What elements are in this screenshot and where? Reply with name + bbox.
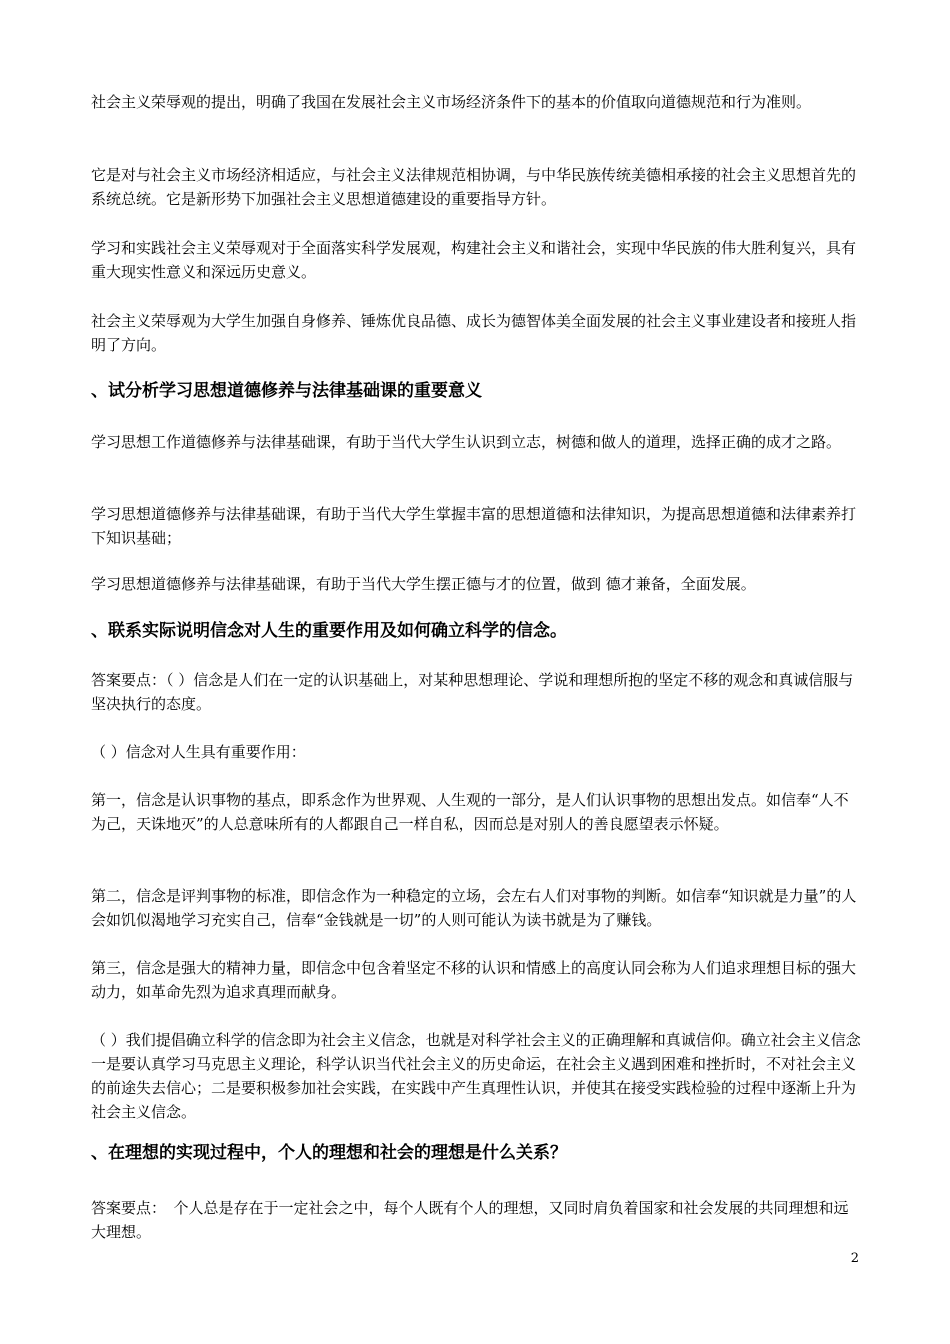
answer-paragraph: 第二，信念是评判事物的标准，即信念作为一种稳定的立场，会左右人们对事物的判断。如信奉“知识就是力量”的人会如饥似渴地学习充实自己，信奉“金钱就是一切”的人则可能认为读书就是为了赚钱。 (91, 887, 857, 929)
section-heading: 、试分析学习思想道德修养与法律基础课的重要意义 (91, 381, 482, 401)
section-heading: 、在理想的实现过程中，个人的理想和社会的理想是什么关系？ (91, 1143, 567, 1163)
answer-paragraph: 答案要点： 个人总是存在于一定社会之中，每个人既有个人的理想，又同时肩负着国家和社会发展的共同理想和远大理想。 (91, 1199, 849, 1241)
paragraph: 学习和实践社会主义荣辱观对于全面落实科学发展观，构建社会主义和谐社会，实现中华民族的伟大胜利复兴，具有重大现实性意义和深远历史意义。 (91, 239, 857, 281)
paragraph: 学习思想道德修养与法律基础课，有助于当代大学生掌握丰富的思想道德和法律知识，为提高思想道德和法律素养打下知识基础； (91, 505, 857, 547)
page-number: 2 (850, 1251, 859, 1266)
answer-paragraph: （ ）我们提倡确立科学的信念即为社会主义信念，也就是对科学社会主义的正确理解和真诚信仰。确立社会主义信念一是要认真学习马克思主义理论，科学认识当代社会主义的历史命运，在社会主义遇到困难和挫折时，不对社会主义的前途失去信心；二是要积极参加社会实践，在实践中产生真理性认识，并使其在接受实践检验的过程中逐渐上升为社会主义信念。 (91, 1031, 861, 1121)
section-heading: 、联系实际说明信念对人生的重要作用及如何确立科学的信念。 (91, 621, 567, 641)
paragraph: 学习思想工作道德修养与法律基础课，有助于当代大学生认识到立志，树德和做人的道理，选择正确的成才之路。 (91, 433, 842, 451)
answer-paragraph: 第三，信念是强大的精神力量，即信念中包含着坚定不移的认识和情感上的高度认同会称为人们追求理想目标的强大动力，如革命先烈为追求真理而献身。 (91, 959, 857, 1001)
paragraph: 社会主义荣辱观为大学生加强自身修养、锤炼优良品德、成长为德智体美全面发展的社会主义事业建设者和接班人指明了方向。 (91, 312, 857, 354)
answer-paragraph: （ ）信念对人生具有重要作用： (91, 743, 306, 761)
answer-paragraph: 答案要点：（ ）信念是人们在一定的认识基础上，对某种思想理论、学说和理想所抱的坚定不移的观念和真诚信服与坚决执行的态度。 (91, 671, 854, 713)
answer-paragraph: 第一，信念是认识事物的基点，即系念作为世界观、人生观的一部分，是人们认识事物的思想出发点。如信奉“人不为己，天诛地灭”的人总意味所有的人都跟自己一样自私，因而总是对别人的善良愿望表示怀疑。 (91, 791, 849, 833)
paragraph: 学习思想道德修养与法律基础课，有助于当代大学生摆正德与才的位置，做到 德才兼备，全面发展。 (91, 575, 756, 593)
paragraph: 社会主义荣辱观的提出，明确了我国在发展社会主义市场经济条件下的基本的价值取向道德规范和行为准则。 (91, 93, 812, 111)
paragraph: 它是对与社会主义市场经济相适应，与社会主义法律规范相协调，与中华民族传统美德相承接的社会主义思想首先的系统总统。它是新形势下加强社会主义思想道德建设的重要指导方针。 (91, 166, 857, 208)
